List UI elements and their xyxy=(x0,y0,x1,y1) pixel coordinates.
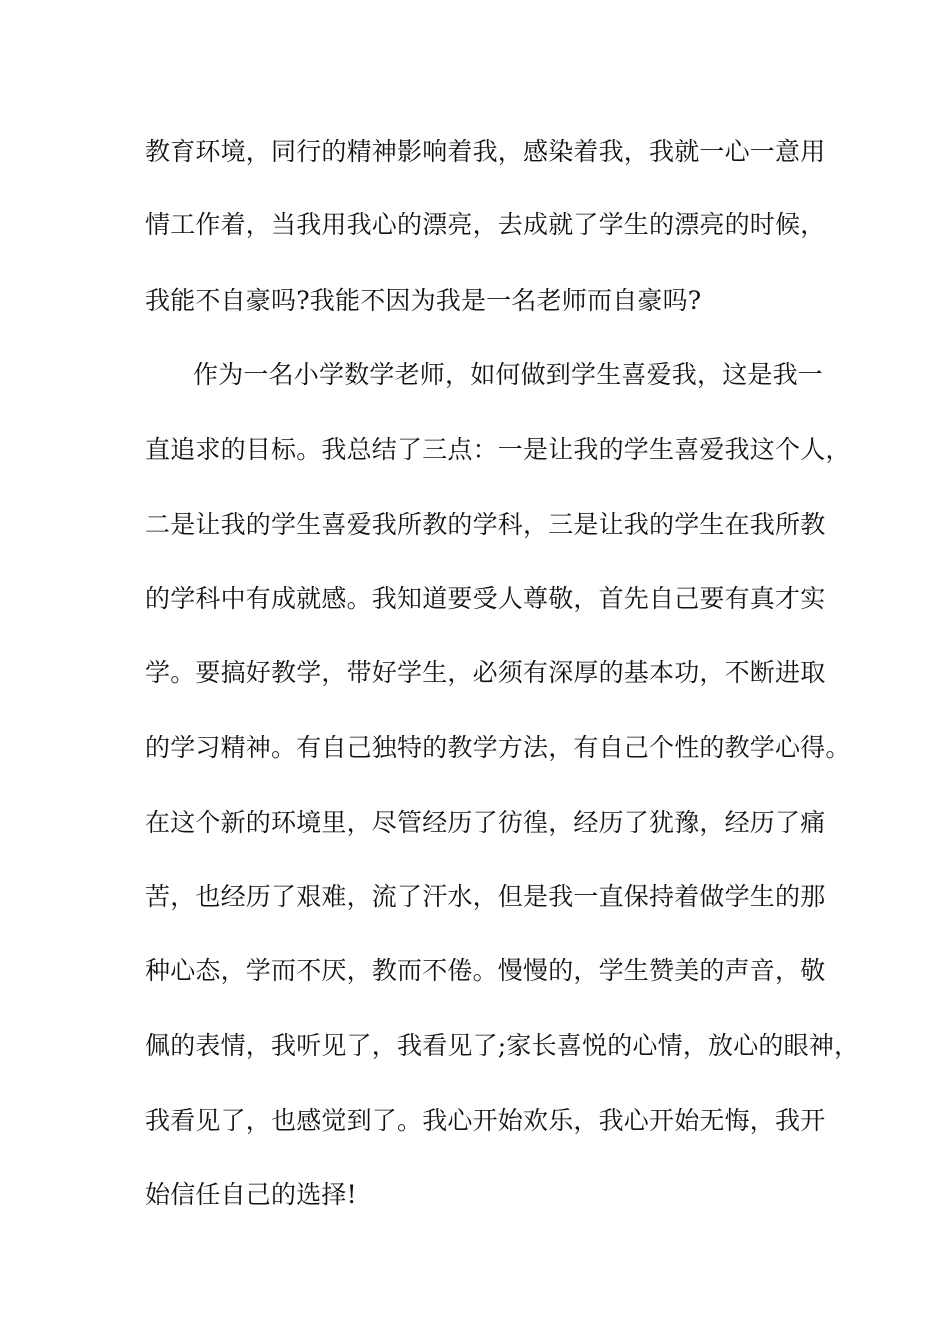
text-line-7: 的学科中有成就感。我知道要受人尊敬，首先自己要有真才实 xyxy=(145,584,826,613)
text-line-2: 情工作着，当我用我心的漂亮，去成就了学生的漂亮的时候， xyxy=(145,210,826,239)
text-line-12: 种心态，学而不厌，教而不倦。慢慢的，学生赞美的声音，敬 xyxy=(145,956,826,985)
text-line-14: 我看见了，也感觉到了。我心开始欢乐，我心开始无悔，我开 xyxy=(145,1106,826,1135)
text-line-15: 始信任自己的选择! xyxy=(145,1180,357,1209)
text-line-11: 苦，也经历了艰难，流了汗水，但是我一直保持着做学生的那 xyxy=(145,882,826,911)
text-line-4: 作为一名小学数学老师，如何做到学生喜爱我，这是我一 xyxy=(193,360,824,389)
text-line-9: 的学习精神。有自己独特的教学方法，有自己个性的教学心得。 xyxy=(145,733,851,762)
text-line-5: 直追求的目标。我总结了三点：一是让我的学生喜爱我这个人， xyxy=(145,435,851,464)
text-line-8: 学。要搞好教学，带好学生，必须有深厚的基本功，不断进取 xyxy=(145,658,826,687)
text-line-1: 教育环境，同行的精神影响着我，感染着我，我就一心一意用 xyxy=(145,137,826,166)
text-line-3: 我能不自豪吗?我能不因为我是一名老师而自豪吗? xyxy=(145,286,702,315)
text-line-10: 在这个新的环境里，尽管经历了彷徨，经历了犹豫，经历了痛 xyxy=(145,808,826,837)
text-line-6: 二是让我的学生喜爱我所教的学科，三是让我的学生在我所教 xyxy=(145,510,826,539)
text-line-13: 佩的表情，我听见了，我看见了;家长喜悦的心情，放心的眼神， xyxy=(145,1031,860,1060)
